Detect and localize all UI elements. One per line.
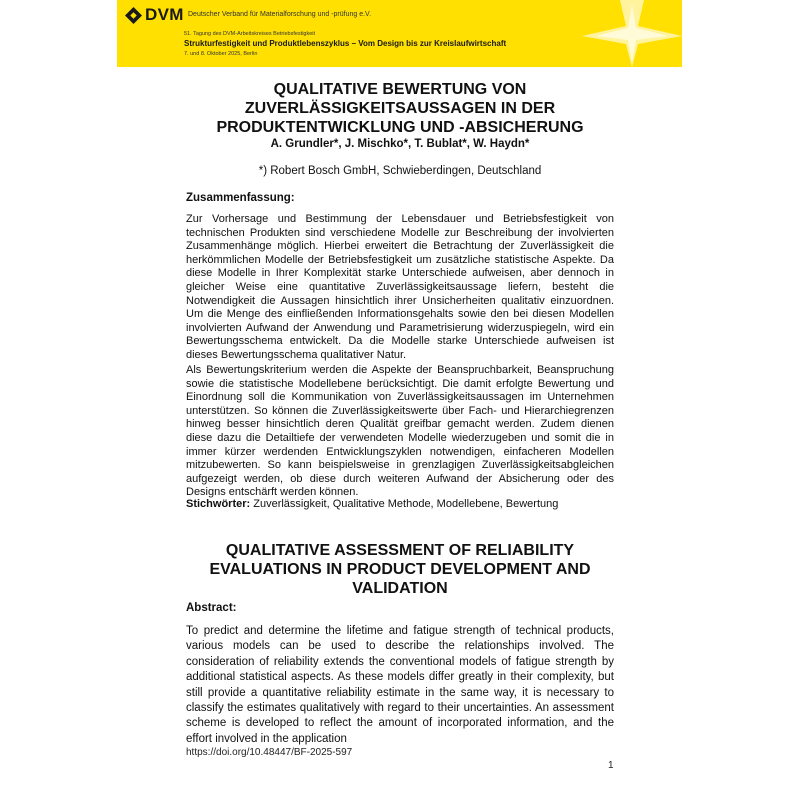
- doi-link[interactable]: https://doi.org/10.48447/BF-2025-597: [186, 747, 353, 758]
- paper-title-german: QUALITATIVE BEWERTUNG VON ZUVERLÄSSIGKEITSAUSSAGEN IN DER PRODUKTENTWICKLUNG UND -ABSICHERUNG: [216, 81, 584, 136]
- organization-name: Deutscher Verband für Materialforschung und -prüfung e.V.: [188, 11, 372, 18]
- abstract-heading: Abstract:: [186, 602, 237, 614]
- keywords-line: [186, 498, 558, 510]
- page-number: 1: [608, 760, 614, 771]
- logo-text: DVM: [145, 5, 184, 24]
- affiliation: *) Robert Bosch GmbH, Schwieberdingen, Deutschland: [258, 165, 542, 177]
- header-banner: [117, 0, 682, 67]
- summary-paragraph: Zur Vorhersage und Bestimmung der Lebensdauer und Betriebsfestigkeit von technischen Produkten sind verschiedene Modelle zur Beschreibung der involvierten Zusammenhänge möglich. Hierbei erweitert die Betrachtung der Zuverlässigkeit die herkömmlichen Modelle der Betriebsfestigkeit um zusätzliche statistische Aspekte. Da diese Modelle in Ihrer Komplexität starke Unterschiede aufweisen, aber dennoch in gleicher Weise eine quantitative Zuverlässigkeitsaussage liefern, besteht die Notwendigkeit die Aussagen hinsichtlich ihrer Unsicherheiten qualitativ einzuordnen. Um die Menge des einfließenden Informationsgehalts sowie den bei diesen Modellen involvierten Aufwand der Anwendung und Parametrisierung widerzuspiegeln, wird ein Bewertungsschema entwickelt. Da die Modelle starke Unterschiede aufweisen ist dieses Bewertungsschema qualitativer Natur.: [186, 213, 614, 361]
- paper-title-english: QUALITATIVE ASSESSMENT OF RELIABILITY EVALUATIONS IN PRODUCT DEVELOPMENT AND VALIDATION: [209, 542, 591, 597]
- keywords-value: Zuverlässigkeit, Qualitative Methode, Modellebene, Bewertung: [253, 498, 559, 510]
- summary-heading: Zusammenfassung:: [186, 192, 295, 204]
- keywords-label: Stichwörter:: [186, 498, 251, 510]
- conference-title: Strukturfestigkeit und Produktlebenszyklus – Vom Design bis zur Kreislaufwirtschaft: [184, 39, 507, 48]
- author-list: A. Grundler*, J. Mischko*, T. Bublat*, W. Haydn*: [270, 138, 530, 150]
- summary-paragraph: Als Bewertungskriterium werden die Aspekte der Beanspruchbarkeit, Beanspruchung sowie die statistische Modellebene berücksichtigt. Die damit erfolgte Bewertung und Einordnung soll die Kommunikation von Zuverlässigkeitsaussagen im Unternehmen unterstützen. So können die Zuverlässigkeitswerte über Fach- und Hierarchiegrenzen hinweg besser hinsichtlich deren Qualität greifbar gemacht werden. Zudem dienen diese dazu die Detailtiefe der verwendeten Modelle wiederzugeben und somit die in immer kürzer werdenden Entwicklungszyklen notwendigen, einfacheren Modellen mitzubewerten. So kann beispielsweise in grenzlagigen Zuverlässigkeitsabgleichen aufgezeigt werden, ob diese durch weiteren Aufwand der Absicherung oder des Designs entschärft werden können.: [186, 364, 614, 499]
- dvm-logo: [125, 5, 184, 25]
- conference-series: 51. Tagung des DVM-Arbeitskreises Betriebsfestigkeit: [184, 31, 316, 37]
- conference-date: 7. und 8. Oktober 2025, Berlin: [184, 51, 258, 57]
- dvm-diamond-icon: [125, 7, 142, 24]
- abstract-paragraph: To predict and determine the lifetime and fatigue strength of technical products, various models can be used to describe the relationships involved. The consideration of reliability extends the conventional models of fatigue strength by additional statistical aspects. As these models differ greatly in their complexity, but still provide a quantitative reliability estimate in the same way, it is necessary to classify the estimates qualitatively with regard to their uncertainties. An assessment scheme is developed to reflect the amount of incorporated information, and the effort involved in the application: [186, 625, 614, 745]
- star-decoration-icon: [582, 0, 682, 67]
